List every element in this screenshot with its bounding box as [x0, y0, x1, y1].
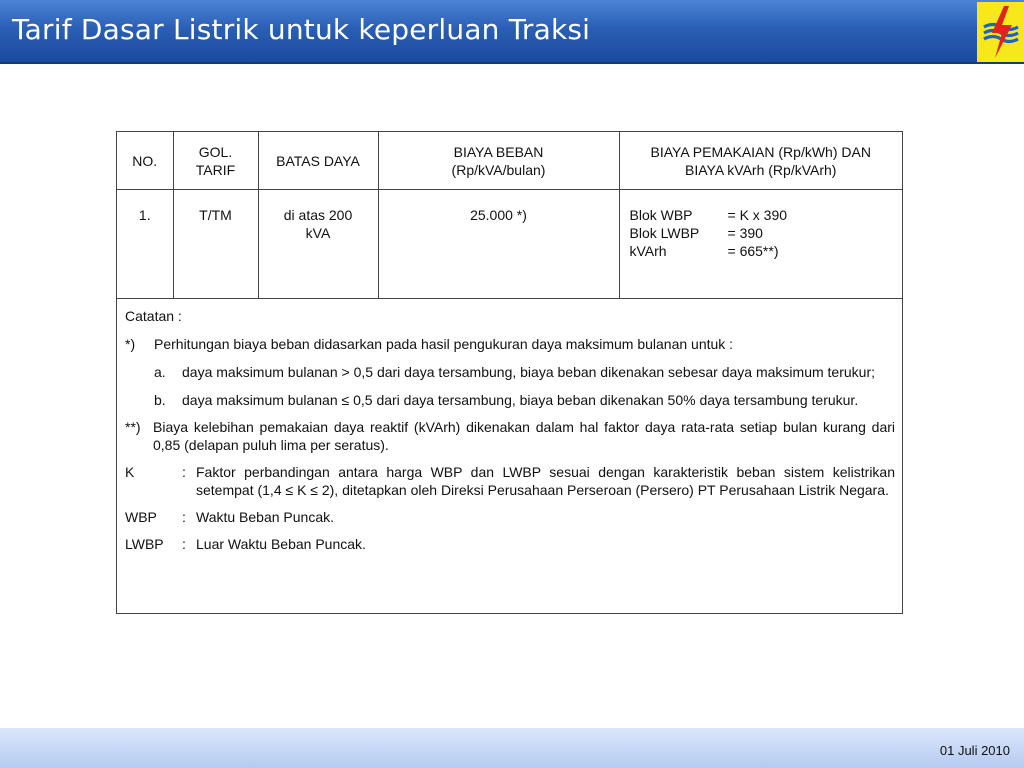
note-star2: [125, 418, 895, 454]
note-item-a: [125, 363, 895, 381]
note-marker: a.: [154, 364, 166, 380]
notes-heading: Catatan :: [125, 308, 182, 324]
header-biaya-beban: BIAYA BEBAN (Rp/kVA/bulan): [378, 132, 619, 190]
cell-no: 1.: [117, 190, 173, 299]
table-row: [117, 190, 902, 299]
table-header-row: [117, 132, 902, 190]
footer-date: 01 Juli 2010: [939, 743, 1010, 758]
note-text: Perhitungan biaya beban didasarkan pada hasil pengukuran daya maksimum bulanan untuk :: [154, 336, 734, 352]
note-marker: b.: [154, 392, 166, 408]
note-text: daya maksimum bulanan > 0,5 dari daya tersambung, biaya beban dikenakan sebesar daya maksimum terukur;: [182, 364, 875, 380]
definition-term: K: [125, 464, 135, 480]
definition-colon: :: [182, 536, 186, 552]
tariff-document: [116, 131, 903, 614]
blok-wbp-label: Blok WBP: [629, 207, 693, 223]
definition-text: Faktor perbandingan antara harga WBP dan LWBP sesuai dengan karakteristik beban sistem kelistrikan setempat (1,4 ≤ K ≤ 2), ditetapkan oleh Direksi Perusahaan Perseroan (Persero) PT Perusahaan Listrik Negara.: [196, 464, 895, 498]
note-item-b: [125, 391, 895, 409]
header-biaya-pemakaian: BIAYA PEMAKAIAN (Rp/kWh) DAN BIAYA kVArh (Rp/kVArh): [619, 132, 902, 190]
definition-text: Luar Waktu Beban Puncak.: [196, 536, 366, 552]
note-marker: *): [125, 336, 136, 352]
blok-wbp-value: = K x 390: [727, 207, 788, 223]
definition-wbp: [125, 508, 895, 526]
definition-colon: :: [182, 509, 186, 525]
cell-biaya-pemakaian: [619, 190, 902, 299]
title-bar: [0, 0, 1024, 64]
definition-lwbp: [125, 535, 895, 553]
kvarh-value: = 665**): [727, 243, 779, 259]
note-star1: [125, 335, 895, 353]
note-marker: **): [125, 419, 141, 435]
tariff-table: [117, 132, 902, 299]
note-text: Biaya kelebihan pemakaian daya reaktif (kVArh) dikenakan dalam hal faktor daya rata-rata setiap bulan kurang dari 0,85 (delapan puluh lima per seratus).: [153, 419, 895, 453]
definition-term: WBP: [125, 509, 157, 525]
blok-lwbp-value: = 390: [727, 225, 763, 241]
header-gol-tarif: GOL. TARIF: [173, 132, 258, 190]
cell-gol-tarif: T/TM: [173, 190, 258, 299]
blok-lwbp-label: Blok LWBP: [629, 225, 700, 241]
cell-batas-daya: di atas 200 kVA: [258, 190, 378, 299]
definition-k: [125, 463, 895, 499]
cell-biaya-beban: 25.000 *): [378, 190, 619, 299]
header-no: NO.: [117, 132, 173, 190]
header-batas-daya: BATAS DAYA: [258, 132, 378, 190]
notes-section: [117, 299, 902, 553]
definition-term: LWBP: [125, 536, 164, 552]
definition-colon: :: [182, 464, 186, 480]
pln-logo: [977, 2, 1024, 62]
lightning-logo-icon: [977, 2, 1024, 62]
slide-title: Tarif Dasar Listrik untuk keperluan Traksi: [12, 13, 591, 46]
footer-bar: [0, 728, 1024, 768]
note-text: daya maksimum bulanan ≤ 0,5 dari daya tersambung, biaya beban dikenakan 50% daya tersambung terukur.: [182, 392, 859, 408]
definition-text: Waktu Beban Puncak.: [196, 509, 335, 525]
kvarh-label: kVArh: [629, 243, 667, 259]
